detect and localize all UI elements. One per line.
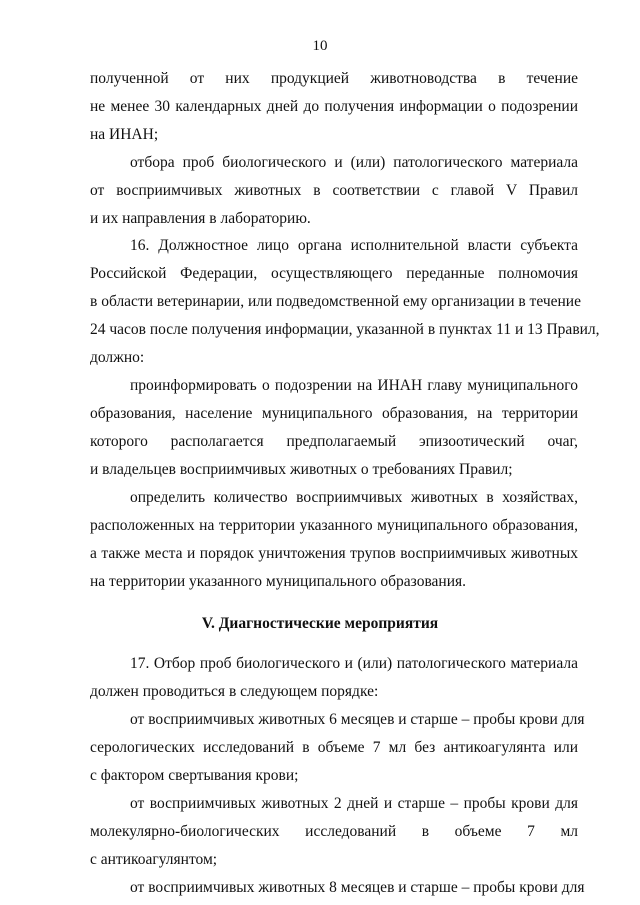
text-line: с фактором свертывания крови; — [90, 767, 299, 784]
text-line: с антикоагулянтом; — [90, 851, 218, 868]
text-line: и владельцев восприимчивых животных о требованиях Правил; — [90, 461, 513, 478]
text-line: образования, население муниципального образования, на территории — [90, 405, 578, 422]
page-number: 10 — [312, 38, 328, 54]
section-heading: V. Диагностические мероприятия — [201, 615, 439, 632]
text-line: от восприимчивых животных 2 дней и старше – пробы крови для — [130, 795, 578, 812]
text-line: 16. Должностное лицо органа исполнительной власти субъекта — [130, 237, 578, 254]
text-line: от восприимчивых животных 8 месяцев и старше – пробы крови для — [130, 879, 585, 896]
text-line: не менее 30 календарных дней до получения информации о подозрении — [90, 98, 578, 115]
text-line: расположенных на территории указанного муниципального образования, — [90, 517, 578, 534]
text-line: молекулярно-биологических исследований в объеме 7 мл — [90, 823, 578, 840]
text-line: должен проводиться в следующем порядке: — [90, 683, 379, 700]
text-line: серологических исследований в объеме 7 мл без антикоагулянта или — [90, 739, 578, 756]
text-line: от восприимчивых животных 6 месяцев и старше – пробы крови для — [130, 711, 585, 728]
text-line: полученной от них продукцией животноводства в течение — [90, 70, 578, 87]
text-line: и их направления в лабораторию. — [90, 210, 311, 227]
text-line: которого располагается предполагаемый эпизоотический очаг, — [90, 433, 578, 450]
text-line: на ИНАН; — [90, 126, 159, 143]
text-line: проинформировать о подозрении на ИНАН главу муниципального — [130, 377, 578, 394]
text-line: Российской Федерации, осуществляющего переданные полномочия — [90, 265, 578, 282]
text-line: отбора проб биологического и (или) патологического материала — [130, 154, 578, 171]
text-line: от восприимчивых животных в соответствии с главой V Правил — [90, 182, 578, 199]
text-line: а также места и порядок уничтожения трупов восприимчивых животных — [90, 545, 578, 562]
text-line: 17. Отбор проб биологического и (или) патологического материала — [130, 655, 578, 672]
text-line: на территории указанного муниципального образования. — [90, 573, 467, 590]
text-line: определить количество восприимчивых животных в хозяйствах, — [130, 489, 578, 506]
text-line: 24 часов после получения информации, указанной в пунктах 11 и 13 Правил, — [90, 321, 600, 338]
text-line: в области ветеринарии, или подведомственной ему организации в течение — [90, 293, 581, 310]
text-line: должно: — [90, 349, 145, 366]
